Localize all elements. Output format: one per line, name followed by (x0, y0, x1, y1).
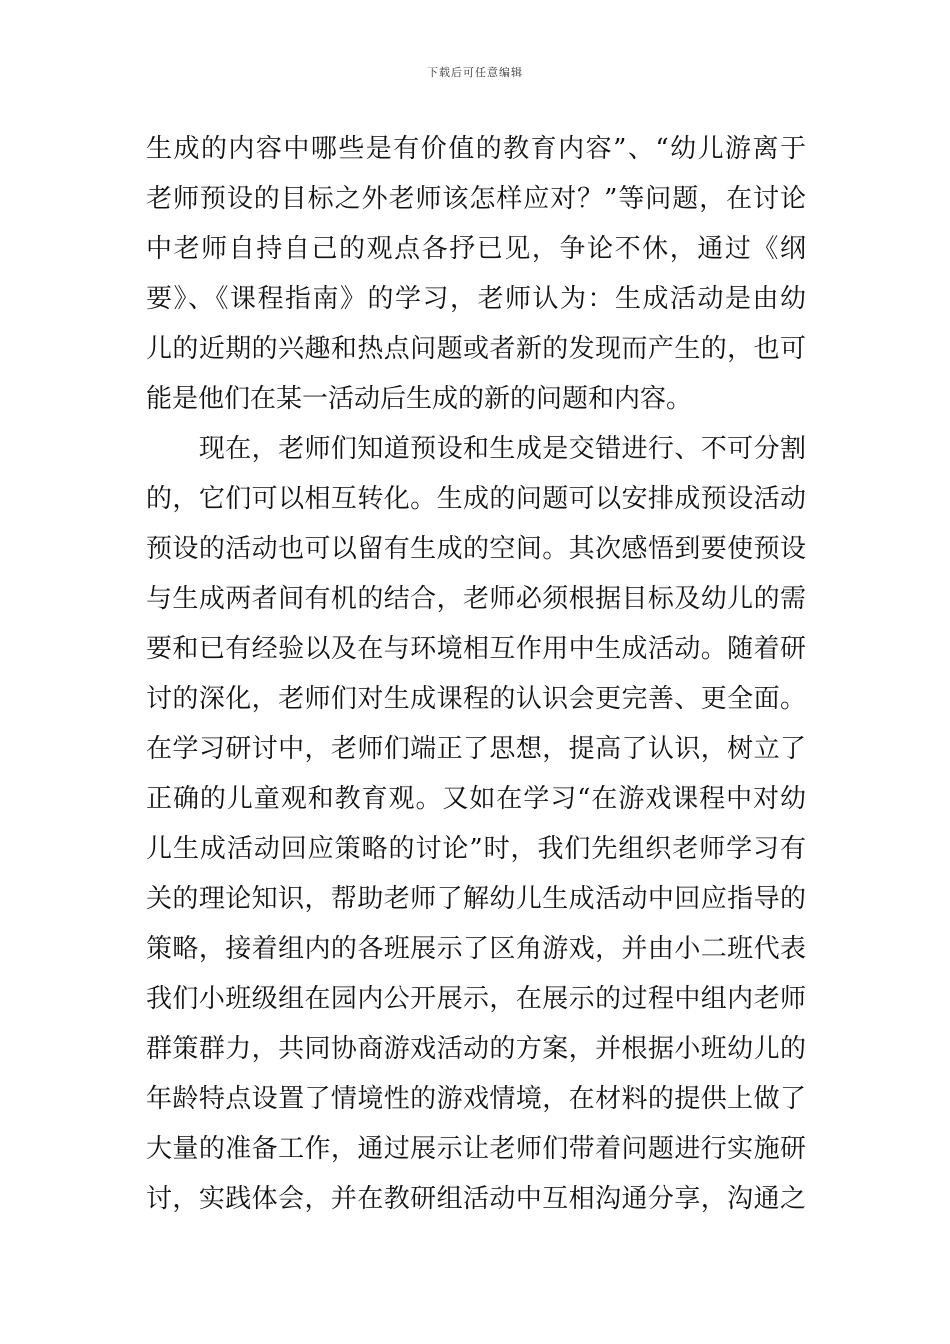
text-line: 的，它们可以相互转化。生成的问题可以安排成预设活动 (146, 484, 806, 514)
text-line: 生成的内容中哪些是有价值的教育内容”、“幼儿游离于 (146, 134, 806, 164)
text-line: 要和已有经验以及在与环境相互作用中生成活动。随着研 (146, 634, 806, 664)
text-line: 在学习研讨中，老师们端正了思想，提高了认识，树立了 (146, 734, 806, 764)
text-line: 预设的活动也可以留有生成的空间。其次感悟到要使预设 (146, 534, 806, 564)
page-header: 下载后可任意编辑 (427, 66, 523, 79)
text-line: 现在，老师们知道预设和生成是交错进行、不可分割 (146, 434, 806, 464)
text-line: 讨的深化，老师们对生成课程的认识会更完善、更全面。 (146, 684, 806, 714)
text-line: 正确的儿童观和教育观。又如在学习“在游戏课程中对幼 (146, 784, 806, 814)
text-line: 能是他们在某一活动后生成的新的问题和内容。 (146, 384, 693, 414)
text-line: 群策群力，共同协商游戏活动的方案，并根据小班幼儿的 (146, 1034, 806, 1064)
text-line: 老师预设的目标之外老师该怎样应对？”等问题，在讨论 (146, 184, 806, 214)
text-line: 年龄特点设置了情境性的游戏情境，在材料的提供上做了 (146, 1084, 806, 1114)
text-line: 要》、《课程指南》的学习，老师认为：生成活动是由幼 (146, 284, 806, 314)
text-line: 中老师自持自己的观点各抒已见，争论不休，通过《纲 (146, 234, 806, 264)
text-line: 讨，实践体会，并在教研组活动中互相沟通分享，沟通之 (146, 1184, 806, 1214)
text-line: 儿生成活动回应策略的讨论”时，我们先组织老师学习有 (146, 834, 806, 864)
text-line: 我们小班级组在园内公开展示，在展示的过程中组内老师 (146, 984, 806, 1014)
text-line: 关的理论知识，帮助老师了解幼儿生成活动中回应指导的 (146, 884, 806, 914)
text-line: 与生成两者间有机的结合，老师必须根据目标及幼儿的需 (146, 584, 806, 614)
text-line: 策略，接着组内的各班展示了区角游戏，并由小二班代表 (146, 934, 806, 964)
body-text (146, 124, 806, 1224)
text-line: 大量的准备工作，通过展示让老师们带着问题进行实施研 (146, 1134, 806, 1164)
text-line: 儿的近期的兴趣和热点问题或者新的发现而产生的，也可 (146, 334, 806, 364)
